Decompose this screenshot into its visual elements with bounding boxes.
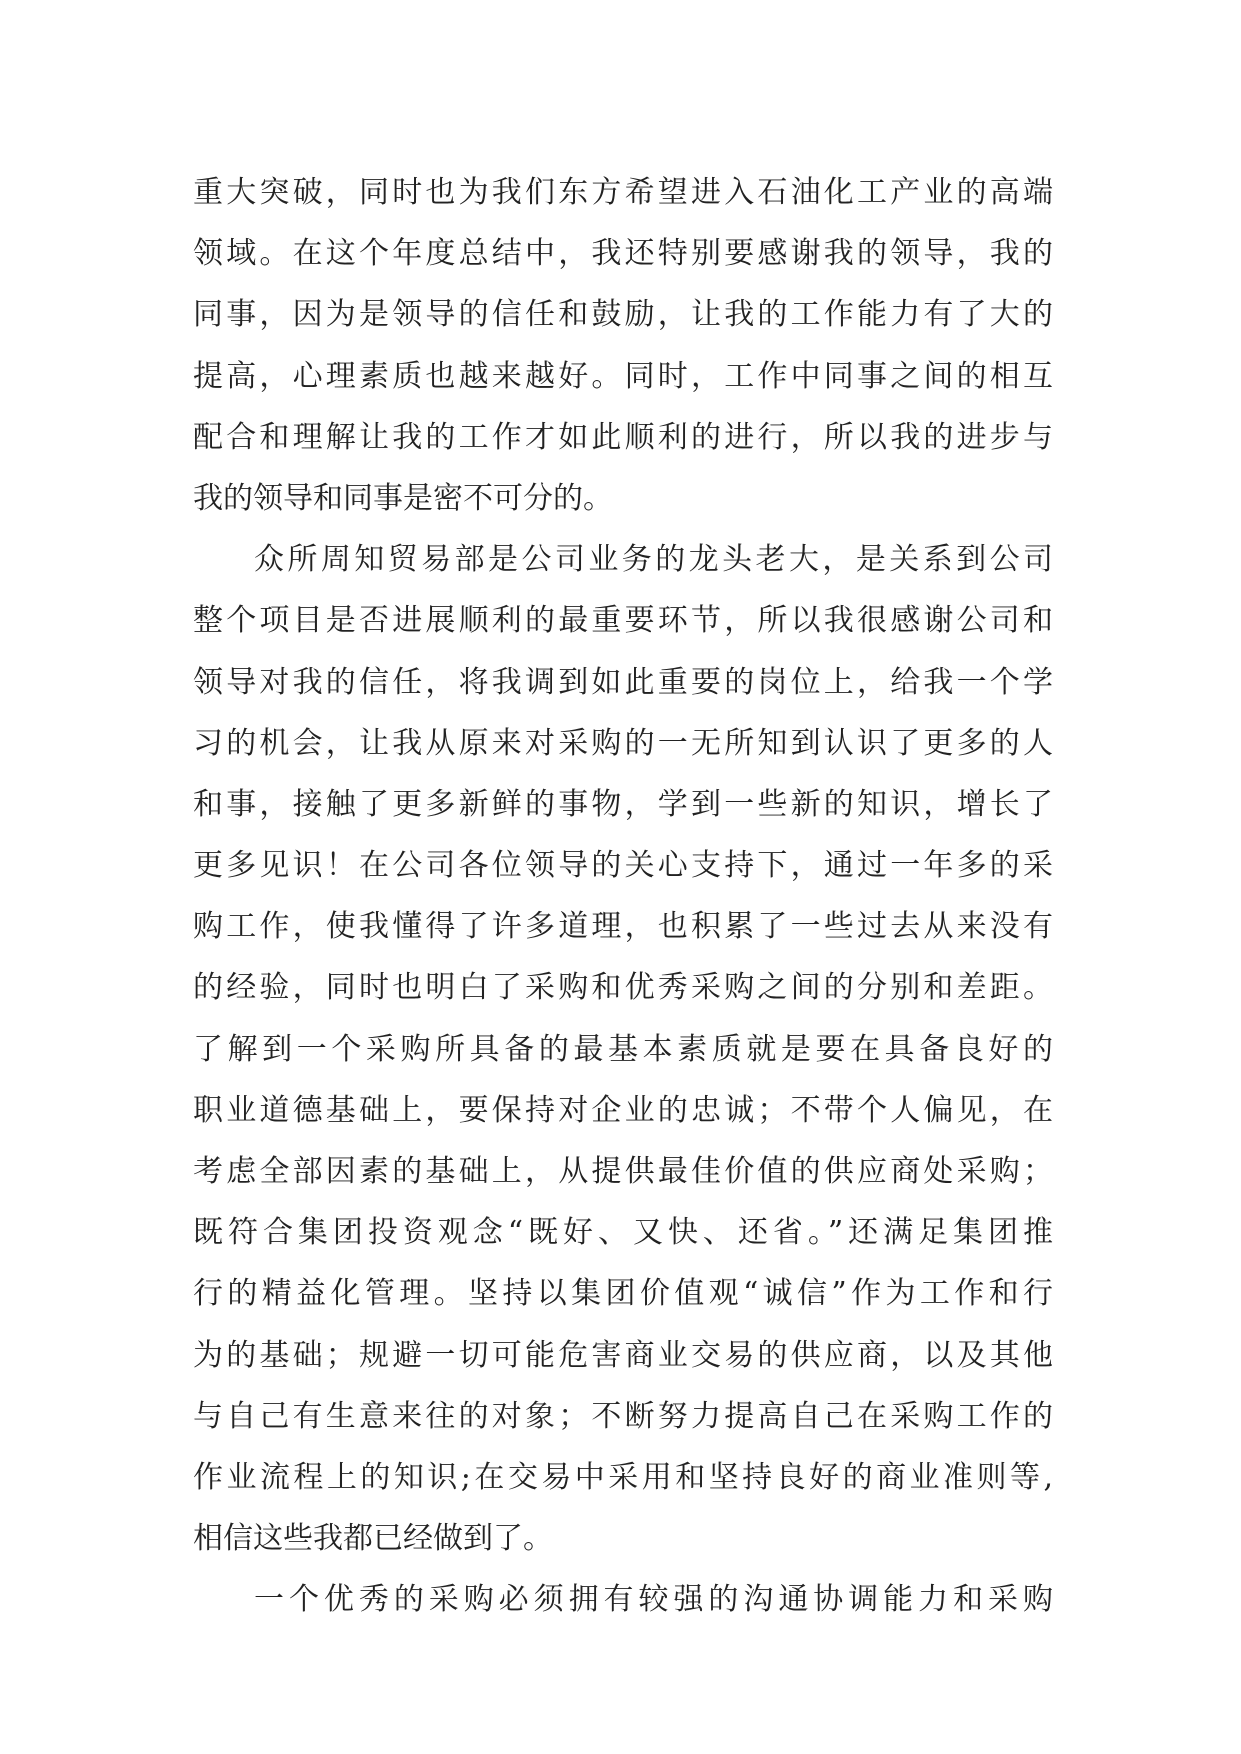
text-line: 同事，因为是领导的信任和鼓励，让我的工作能力有了大的 [193, 297, 1053, 333]
text-line: 考虑全部因素的基础上，从提供最佳价值的供应商处采购； [193, 1154, 1053, 1189]
text-line: 职业道德基础上，要保持对企业的忠诚；不带个人偏见，在 [193, 1092, 1053, 1128]
text-line: 作业流程上的知识;在交易中采用和坚持良好的商业准则等, [193, 1459, 1053, 1495]
text-line: 习的机会，让我从原来对采购的一无所知到认识了更多的人 [193, 725, 1053, 761]
text-line: 相信这些我都已经做到了。 [193, 1521, 553, 1557]
text-line: 的经验，同时也明白了采购和优秀采购之间的分别和差距。 [193, 970, 1053, 1006]
document-body [193, 162, 1053, 1631]
text-line: 领导对我的信任，将我调到如此重要的岗位上，给我一个学 [193, 664, 1053, 700]
paragraph-first-line: 众所周知贸易部是公司业务的龙头老大，是关系到公司 [254, 542, 1053, 578]
text-line: 行的精益化管理。坚持以集团价值观“诚信”作为工作和行 [193, 1276, 1053, 1312]
text-line: 整个项目是否进展顺利的最重要环节，所以我很感谢公司和 [193, 603, 1053, 639]
text-line: 我的领导和同事是密不可分的。 [193, 480, 613, 516]
text-line: 购工作，使我懂得了许多道理，也积累了一些过去从来没有 [193, 909, 1053, 945]
text-line: 配合和理解让我的工作才如此顺利的进行，所以我的进步与 [193, 419, 1053, 455]
text-line: 提高，心理素质也越来越好。同时，工作中同事之间的相互 [193, 358, 1053, 394]
text-line: 重大突破，同时也为我们东方希望进入石油化工产业的高端 [193, 175, 1053, 210]
text-line: 既符合集团投资观念“既好、又快、还省。”还满足集团推 [193, 1215, 1053, 1251]
text-line: 了解到一个采购所具备的最基本素质就是要在具备良好的 [193, 1031, 1053, 1067]
paragraph-first-line: 一个优秀的采购必须拥有较强的沟通协调能力和采购 [254, 1582, 1053, 1618]
text-line: 领域。在这个年度总结中，我还特别要感谢我的领导，我的 [193, 236, 1053, 272]
text-line: 和事，接触了更多新鲜的事物，学到一些新的知识，增长了 [193, 786, 1053, 822]
text-line: 与自己有生意来往的对象；不断努力提高自己在采购工作的 [193, 1398, 1053, 1434]
text-line: 更多见识！在公司各位领导的关心支持下，通过一年多的采 [193, 848, 1053, 884]
text-line: 为的基础；规避一切可能危害商业交易的供应商，以及其他 [193, 1337, 1053, 1373]
